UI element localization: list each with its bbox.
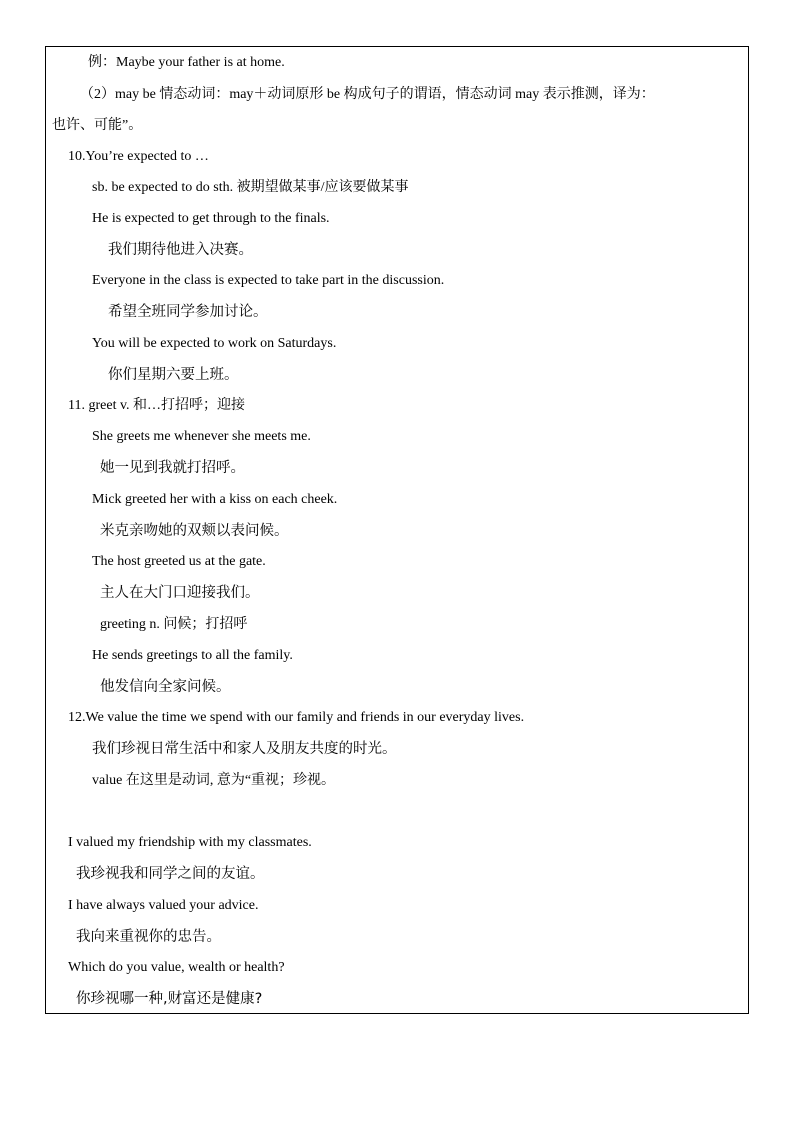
example-maybe-sentence: 例：Maybe your father is at home. <box>88 55 285 70</box>
example-sentence: You will be expected to work on Saturdays. <box>92 336 337 351</box>
item-12-translation: 我们珍视日常生活中和家人及朋友共度的时光。 <box>92 741 397 757</box>
example-translation: 我向来重视你的忠告。 <box>76 929 221 945</box>
example-sentence: She greets me whenever she meets me. <box>92 429 311 444</box>
example-translation: 你珍视哪一种,财富还是健康? <box>76 991 263 1007</box>
item-10-heading: 10.You’re expected to … <box>68 149 209 164</box>
example-sentence: Everyone in the class is expected to take part in the discussion. <box>92 273 445 288</box>
item-12-heading: 12.We value the time we spend with our family and friends in our everyday lives. <box>68 710 525 725</box>
item-11-heading: 11. greet v. 和…打招呼；迎接 <box>68 398 246 413</box>
example-translation: 你们星期六要上班。 <box>108 367 239 383</box>
example-sentence: I have always valued your advice. <box>68 898 259 913</box>
example-translation: 她一见到我就打招呼。 <box>100 460 245 476</box>
phrase-be-expected-to: sb. be expected to do sth. 被期望做某事/应该要做某事 <box>92 180 409 195</box>
example-translation: 他发信向全家问候。 <box>100 679 231 695</box>
example-sentence: The host greeted us at the gate. <box>92 554 266 569</box>
example-sentence: He is expected to get through to the finals. <box>92 211 330 226</box>
example-sentence: He sends greetings to all the family. <box>92 648 293 663</box>
example-sentence: Which do you value, wealth or health? <box>68 960 285 975</box>
note-may-be-translation: 也许、可能”。 <box>52 118 143 133</box>
example-translation: 我们期待他进入决赛。 <box>108 242 253 258</box>
example-translation: 主人在大门口迎接我们。 <box>100 585 260 601</box>
example-translation: 希望全班同学参加讨论。 <box>108 304 268 320</box>
example-translation: 我珍视我和同学之间的友谊。 <box>76 866 265 882</box>
example-translation: 米克亲吻她的双颊以表问候。 <box>100 523 289 539</box>
word-greeting-definition: greeting n. 问候；打招呼 <box>100 617 248 632</box>
example-sentence: I valued my friendship with my classmates. <box>68 835 312 850</box>
value-usage-note: value 在这里是动词, 意为“重视；珍视。 <box>92 773 336 788</box>
example-sentence: Mick greeted her with a kiss on each cheek. <box>92 492 338 507</box>
note-may-be-explanation: （2）may be 情态动词：may＋动词原形 be 构成句子的谓语，情态动词 may 表示推测，译为： <box>80 87 655 102</box>
